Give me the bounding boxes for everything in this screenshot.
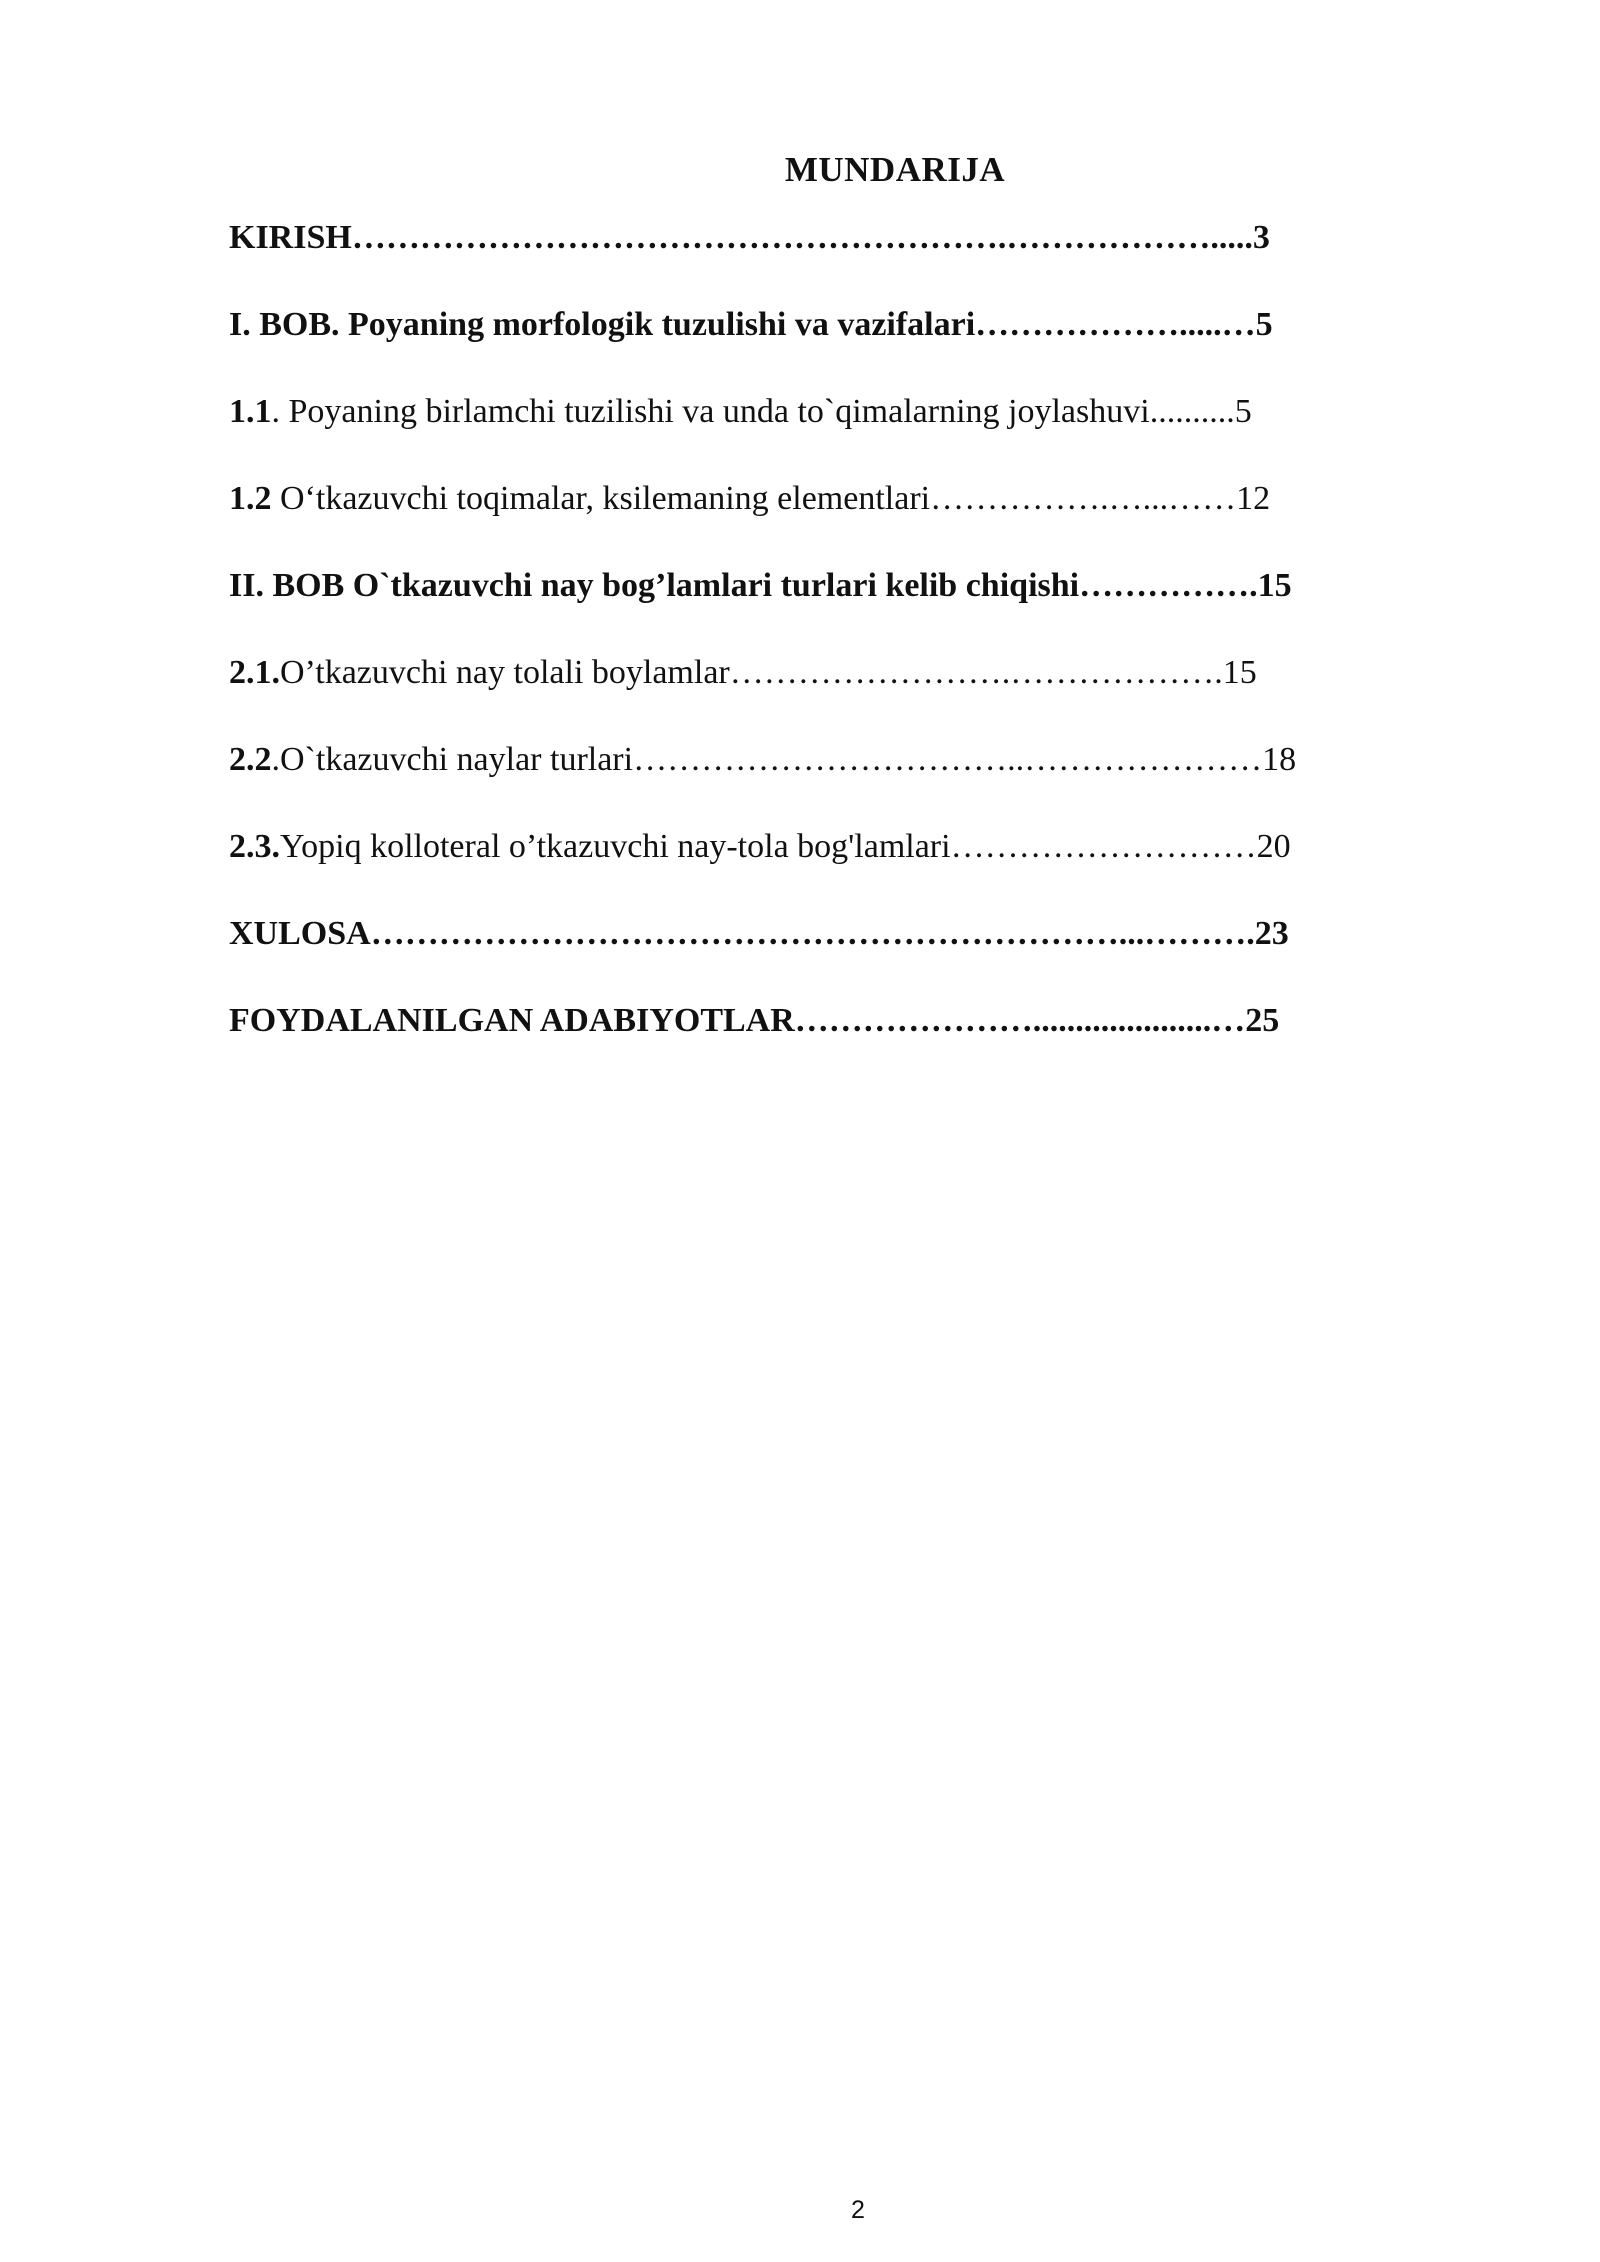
toc-entry-section-2-1 bbox=[229, 651, 1409, 695]
toc-entry-text: O’tkazuvchi nay tolali boylamlar…………………….……………….15 bbox=[280, 654, 1257, 691]
toc-entry-xulosa bbox=[229, 912, 1409, 956]
toc-title: MUNDARIJA bbox=[784, 150, 1006, 189]
toc-entry-kirish bbox=[229, 216, 1409, 260]
toc-entry-chapter-2 bbox=[229, 564, 1409, 608]
toc-entry-text: O‘tkazuvchi toqimalar, ksilemaning elementlari…………….…...……12 bbox=[271, 480, 1271, 517]
toc-entry-section-1-1 bbox=[229, 390, 1409, 434]
toc-entry-text: FOYDALANILGAN ADABIYOTLAR………………….....................…25 bbox=[229, 1002, 1280, 1039]
toc-entry-number: 2.3. bbox=[229, 828, 280, 865]
toc-entry-number: 1.1 bbox=[229, 393, 272, 430]
page-number: 2 bbox=[851, 2196, 865, 2224]
toc-entry-text: .O`tkazuvchi naylar turlari……………………………..…………………18 bbox=[271, 741, 1297, 778]
toc-entry-text: KIRISH………………………………………………….……………….....3 bbox=[229, 219, 1270, 256]
toc-entry-text: . Poyaning birlamchi tuzilishi va unda to`qimalarning joylashuvi..........5 bbox=[271, 393, 1252, 430]
toc-entry-chapter-1 bbox=[229, 303, 1409, 347]
toc-entry-text: Yopiq kolloteral o’tkazuvchi nay-tola bog'lamlari………………………20 bbox=[280, 828, 1291, 865]
toc-entry-text: XULOSA…………………………………………………………...……….23 bbox=[229, 915, 1289, 952]
toc-entry-section-1-2 bbox=[229, 477, 1409, 521]
toc-entry-section-2-3 bbox=[229, 825, 1409, 869]
toc-entry-number: 2.1. bbox=[229, 654, 280, 691]
toc-entry-section-2-2 bbox=[229, 738, 1409, 782]
toc-entry-text: I. BOB. Poyaning morfologik tuzulishi va vazifalari……………….....…5 bbox=[229, 306, 1273, 343]
toc-entry-references bbox=[229, 999, 1409, 1043]
toc-entry-text: II. BOB O`tkazuvchi nay bog’lamlari turlari kelib chiqishi…………….15 bbox=[229, 567, 1292, 604]
toc-entry-number: 1.2 bbox=[229, 480, 272, 517]
toc-entry-number: 2.2 bbox=[229, 741, 272, 778]
